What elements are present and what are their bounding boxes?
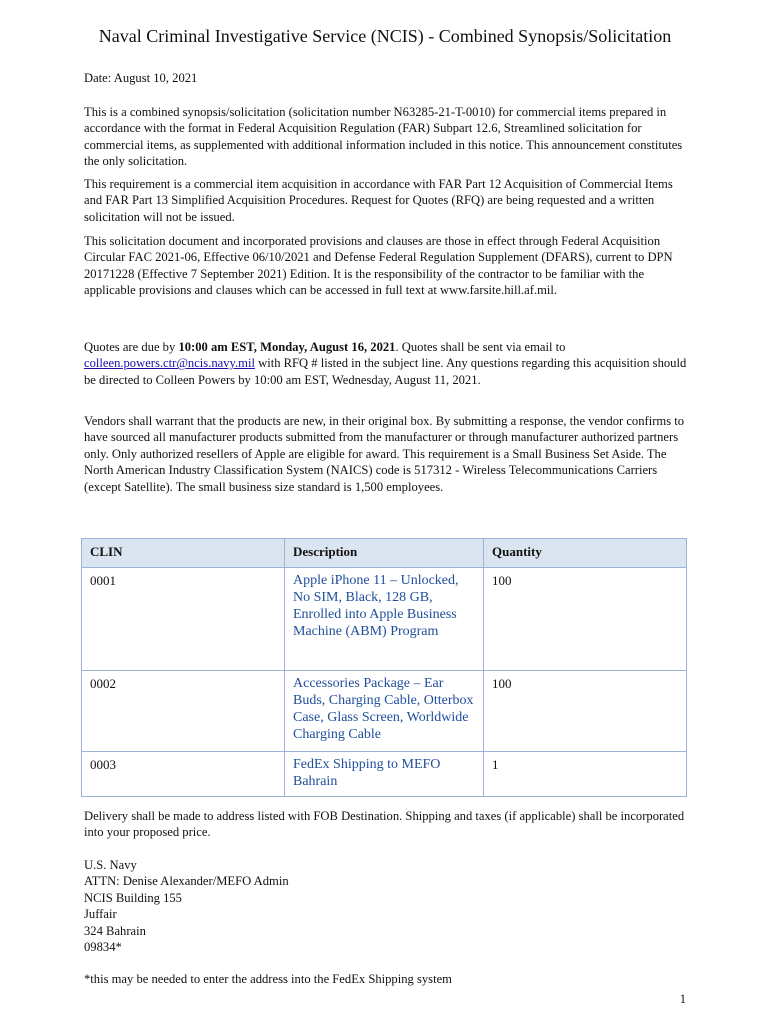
address-line: 09834* <box>84 940 122 955</box>
quotes-lead-text: Quotes are due by <box>84 340 179 354</box>
address-line: ATTN: Denise Alexander/MEFO Admin <box>84 874 289 889</box>
paragraph-provisions: This solicitation document and incorporated provisions and clauses are those in effect through Federal Acquisition Circular FAC 2021-06, Effective 06/10/2021 and Defense Federal Regulation Supplement (DFARS), current to DPN 20171228 (Effective 7 September 2021) Edition. It is the responsibility of the contractor to be familiar with the applicable provisions and clauses which can be accessed in full text at www.farsite.hill.af.mil. <box>84 234 673 298</box>
address-line: Juffair <box>84 907 117 922</box>
address-line: NCIS Building 155 <box>84 890 182 905</box>
quotes-deadline: 10:00 am EST, Monday, August 16, 2021 <box>178 340 396 354</box>
clin-table <box>81 538 687 797</box>
paragraph-vendor-warranty: Vendors shall warrant that the products are new, in their original box. By submitting a response, the vendor confirms to have sourced all manufacturer products submitted from the manufacturer or through manufacturer authorized partners only. Only authorized resellers of Apple are eligible for award. This requirement is a Small Business Set Aside. The North American Industry Classification System (NAICS) code is 517312 - Wireless Telecommunications Carriers (except Satellite). The small business size standard is 1,500 employees. <box>84 414 685 494</box>
header-description: Description <box>285 539 484 568</box>
address-line: 324 Bahrain <box>84 923 146 938</box>
quotes-tail-text: with RFQ # listed in the subject line. Any questions regarding this acquisition should be directed to Colleen Powers by 10:00 am EST, Wednesday, August 11, 2021. <box>84 356 687 387</box>
table-row <box>82 671 687 752</box>
paragraph-synopsis: This is a combined synopsis/solicitation (solicitation number N63285-21-T-0010) for commercial items prepared in accordance with the format in Federal Acquisition Regulation (FAR) Subpart 12.6, Streamlined solicitation for commercial items, as supplemented with additional information included in this notice. This announcement constitutes the only solicitation. <box>84 105 683 169</box>
header-clin: CLIN <box>82 539 285 568</box>
table-row <box>82 568 687 671</box>
quantity-cell: 1 <box>484 752 687 797</box>
paragraph-quotes-due <box>84 339 694 388</box>
footnote: *this may be needed to enter the address into the FedEx Shipping system <box>84 972 452 986</box>
table-header-row <box>82 539 687 568</box>
paragraph-delivery: Delivery shall be made to address listed with FOB Destination. Shipping and taxes (if applicable) shall be incorporated into your proposed price. <box>84 809 685 840</box>
description-cell: Apple iPhone 11 – Unlocked, No SIM, Black, 128 GB, Enrolled into Apple Business Machine (ABM) Program <box>285 568 484 671</box>
clin-cell: 0002 <box>82 671 285 752</box>
date-line: Date: August 10, 2021 <box>84 71 198 85</box>
quantity-cell: 100 <box>484 568 687 671</box>
description-cell: Accessories Package – Ear Buds, Charging Cable, Otterbox Case, Glass Screen, Worldwide Charging Cable <box>285 671 484 752</box>
contact-email-link[interactable]: colleen.powers.ctr@ncis.navy.mil <box>84 356 255 371</box>
quantity-cell: 100 <box>484 671 687 752</box>
delivery-address <box>84 857 694 955</box>
clin-cell: 0003 <box>82 752 285 797</box>
header-quantity: Quantity <box>484 539 687 568</box>
description-cell: FedEx Shipping to MEFO Bahrain <box>285 752 484 797</box>
page-title: Naval Criminal Investigative Service (NCIS) - Combined Synopsis/Solicitation <box>98 26 672 46</box>
quotes-after-deadline: . Quotes shall be sent via email to <box>395 340 566 354</box>
address-line: U.S. Navy <box>84 858 137 872</box>
page-number: 1 <box>679 992 686 1006</box>
clin-cell: 0001 <box>82 568 285 671</box>
paragraph-requirement: This requirement is a commercial item acquisition in accordance with FAR Part 12 Acquisition of Commercial Items and FAR Part 13 Simplified Acquisition Procedures. Request for Quotes (RFQ) are being requested and a written solicitation will not be issued. <box>84 177 673 224</box>
table-row <box>82 752 687 797</box>
